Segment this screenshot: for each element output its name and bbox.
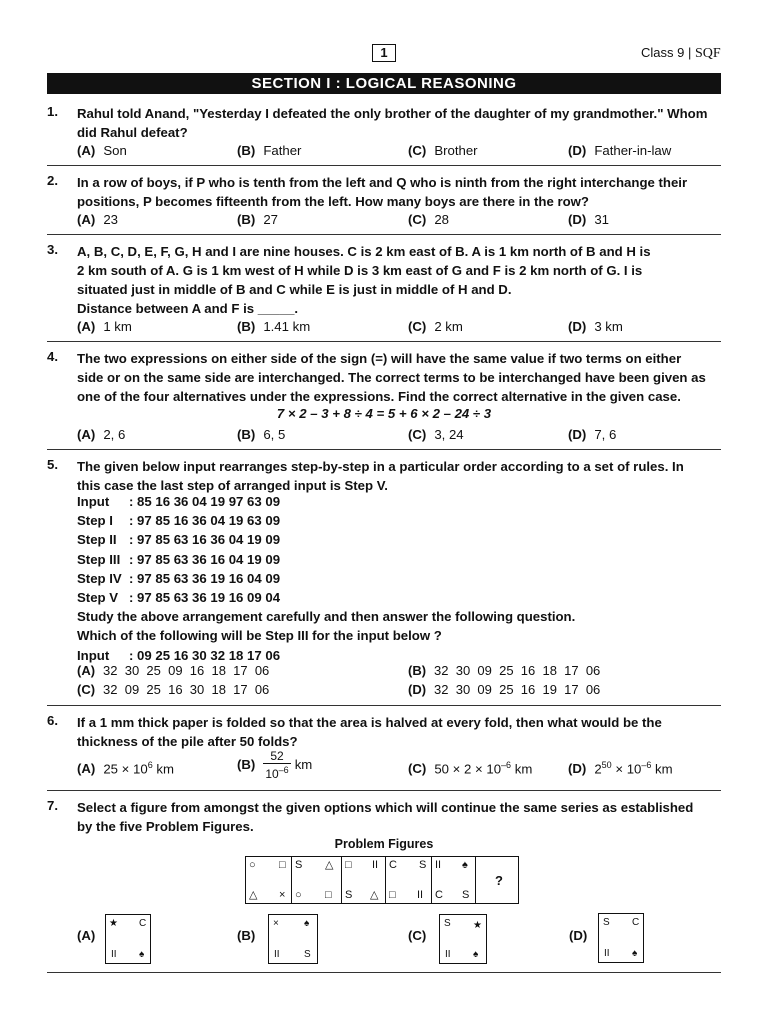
- question-line: one of the four alternatives under the expressions. Find the correct alternative in the given case.: [77, 389, 681, 404]
- option-text: 1 km: [103, 319, 132, 334]
- option-text: 6, 5: [263, 427, 286, 442]
- figure-symbol: ★: [473, 920, 482, 931]
- question-line: side or on the same side are interchanged. The correct terms to be interchanged have been given as: [77, 370, 706, 385]
- step-value: : 97 85 63 36 16 04 19 09: [129, 551, 281, 567]
- class-label: [641, 45, 721, 62]
- question-mark: ?: [495, 873, 503, 888]
- figure-symbol: ×: [279, 889, 286, 901]
- options-row: [77, 663, 722, 682]
- option-label: (B): [237, 756, 256, 772]
- option-label: (B): [408, 663, 427, 678]
- divider: [47, 234, 721, 235]
- step-list: [77, 492, 575, 665]
- figure-symbol: ♠: [462, 859, 468, 871]
- problem-figures-title: Problem Figures: [334, 837, 434, 851]
- question-text: [77, 713, 722, 751]
- option-d[interactable]: [568, 319, 623, 334]
- figure-symbol: S: [295, 859, 303, 871]
- question-line: The given below input rearranges step-by-step in a particular order according to a set of rules. In: [77, 459, 684, 474]
- option-label: (D): [568, 427, 587, 442]
- option-label: (D): [408, 682, 427, 697]
- option-label: (C): [408, 143, 427, 158]
- divider: [47, 449, 721, 450]
- step-value: : 97 85 63 16 36 04 19 09: [129, 532, 281, 548]
- answer-label-a: (A): [77, 928, 96, 943]
- divider: [47, 790, 721, 791]
- figure-symbol: ♠: [139, 949, 145, 960]
- option-text: 2, 6: [103, 427, 126, 442]
- option-text: Son: [103, 143, 127, 158]
- figure-symbol: □: [279, 859, 286, 871]
- figure-symbol: II: [372, 859, 379, 871]
- figure-symbol: C: [435, 889, 443, 901]
- divider: [47, 972, 721, 973]
- numerator: 52: [263, 750, 290, 764]
- option-text: 32 30 09 25 16 19 17 06: [434, 682, 601, 697]
- question-line: The two expressions on either side of the sign (=) will have the same value if two terms on either: [77, 351, 682, 366]
- answer-figure-a[interactable]: [105, 914, 151, 964]
- option-label: (B): [237, 143, 256, 158]
- figure-symbol: ○: [249, 859, 256, 871]
- question-line: Study the above arrangement carefully and then answer the following question.: [77, 609, 576, 625]
- option-c[interactable]: [408, 427, 464, 442]
- step-key: Step V: [77, 589, 119, 605]
- problem-figure-4: [386, 857, 432, 903]
- option-label: (A): [77, 143, 96, 158]
- option-text: 50 × 2 × 10: [434, 761, 502, 777]
- option-c[interactable]: [408, 212, 449, 227]
- step-row: [77, 511, 575, 530]
- option-label: (A): [77, 319, 96, 334]
- option-text: 7, 6: [594, 427, 617, 442]
- option-label: (C): [77, 682, 96, 697]
- option-label: (A): [77, 761, 96, 777]
- step-key: Step II: [77, 532, 117, 548]
- option-text: × 10: [611, 761, 642, 777]
- option-text: 32 30 25 09 16 18 17 06: [103, 663, 270, 678]
- option-b[interactable]: [237, 143, 301, 158]
- unit-text: km: [511, 761, 533, 777]
- figure-symbol: II: [274, 949, 280, 960]
- question-line: by the five Problem Figures.: [77, 819, 254, 834]
- step-key: Input: [77, 647, 110, 663]
- unit-text: km: [651, 761, 673, 777]
- fraction: [263, 750, 290, 781]
- step-key: Step IV: [77, 570, 122, 586]
- step-row: [77, 646, 575, 665]
- option-label: (C): [408, 427, 427, 442]
- equation: 7 × 2 – 3 + 8 ÷ 4 = 5 + 6 × 2 – 24 ÷ 3: [276, 406, 492, 421]
- question-number: 5.: [47, 457, 58, 472]
- figure-symbol: S: [462, 889, 470, 901]
- options-row: [77, 212, 722, 231]
- figure-symbol: S: [444, 918, 451, 929]
- step-row: [77, 569, 575, 588]
- step-row: [77, 588, 575, 607]
- question-line: positions, P becomes fifteenth from the left. How many boys are there in the row?: [77, 194, 589, 209]
- figure-symbol: C: [139, 918, 147, 929]
- option-text: 31: [594, 212, 609, 227]
- options-row: [77, 427, 722, 446]
- option-d[interactable]: [568, 760, 673, 776]
- option-d[interactable]: [568, 212, 609, 227]
- section-title: SECTION I : LOGICAL REASONING: [47, 73, 721, 94]
- exponent: –6: [641, 760, 652, 770]
- figure-symbol: II: [417, 889, 424, 901]
- step-value: : 09 25 16 30 32 18 17 06: [129, 647, 281, 663]
- figure-symbol: S: [419, 859, 427, 871]
- option-b[interactable]: [237, 427, 285, 442]
- figure-symbol: □: [325, 889, 332, 901]
- figure-symbol: △: [325, 859, 334, 871]
- figure-symbol: □: [345, 859, 352, 871]
- question-line: In a row of boys, if P who is tenth from the left and Q who is ninth from the right interchange their: [77, 175, 688, 190]
- option-a[interactable]: [77, 760, 174, 776]
- option-label: (C): [408, 761, 427, 777]
- exponent: 50: [601, 760, 612, 770]
- option-text: 23: [103, 212, 118, 227]
- step-key: Step I: [77, 513, 113, 529]
- question-line: If a 1 mm thick paper is folded so that the area is halved at every fold, then what would be the: [77, 715, 662, 730]
- question-number: 4.: [47, 349, 58, 364]
- figure-symbol: ★: [109, 918, 118, 929]
- figure-symbol: II: [435, 859, 442, 871]
- page-number: 1: [372, 44, 396, 62]
- problem-figure-1: [246, 857, 292, 903]
- option-label: (A): [77, 663, 96, 678]
- option-b[interactable]: [237, 750, 312, 781]
- divider: [47, 165, 721, 166]
- question-line: A, B, C, D, E, F, G, H and I are nine houses. C is 2 km east of B. A is 1 km north of B and H is: [77, 244, 651, 259]
- divider: [47, 705, 721, 706]
- step-value: : 97 85 63 36 19 16 04 09: [129, 570, 281, 586]
- answer-label-b: (B): [237, 928, 256, 943]
- figure-symbol: II: [111, 949, 117, 960]
- question-line: Distance between A and F is _____.: [77, 301, 299, 316]
- figure-symbol: C: [389, 859, 397, 871]
- option-label: (D): [568, 319, 587, 334]
- option-b[interactable]: [408, 663, 600, 678]
- page-header: [0, 42, 768, 64]
- question-number: 3.: [47, 242, 58, 257]
- option-label: (A): [77, 427, 96, 442]
- option-label: (A): [77, 212, 96, 227]
- option-text: 3 km: [594, 319, 623, 334]
- question-text: [77, 104, 722, 142]
- figure-symbol: □: [389, 889, 396, 901]
- step-row: [77, 550, 575, 569]
- option-c[interactable]: [408, 143, 478, 158]
- option-text: 3, 24: [434, 427, 464, 442]
- option-a[interactable]: [77, 143, 127, 158]
- figure-symbol: △: [249, 889, 258, 901]
- option-label: (D): [568, 143, 587, 158]
- figure-symbol: S: [603, 917, 610, 928]
- question-text: [77, 349, 722, 406]
- question-line: Rahul told Anand, "Yesterday I defeated the only brother of the daughter of my grandmother." Whom: [77, 106, 708, 121]
- answer-label-c: (C): [408, 928, 427, 943]
- question-number: 7.: [47, 798, 58, 813]
- figure-symbol: △: [370, 889, 379, 901]
- option-text: Father-in-law: [594, 143, 672, 158]
- step-key: Step III: [77, 551, 121, 567]
- figure-symbol: II: [604, 948, 610, 959]
- options-row: [77, 319, 722, 338]
- option-d[interactable]: [568, 427, 616, 442]
- question-text: [77, 242, 722, 318]
- option-label: (C): [408, 319, 427, 334]
- problem-figure-2: [292, 857, 342, 903]
- exponent: 6: [147, 760, 153, 770]
- answer-figure-c[interactable]: [439, 914, 487, 964]
- question-line: this case the last step of arranged input is Step V.: [77, 478, 388, 493]
- exponent: –6: [501, 760, 512, 770]
- option-text: 2 km: [434, 319, 463, 334]
- question-number: 6.: [47, 713, 58, 728]
- answer-figure-b[interactable]: [268, 914, 318, 964]
- option-a[interactable]: [77, 319, 132, 334]
- option-a[interactable]: [77, 427, 125, 442]
- option-b[interactable]: [237, 212, 278, 227]
- figure-symbol: C: [632, 917, 640, 928]
- option-a[interactable]: [77, 212, 118, 227]
- problem-figure-3: [342, 857, 386, 903]
- option-label: (D): [568, 761, 587, 777]
- option-d[interactable]: [408, 682, 600, 697]
- brand-logo: SQF: [694, 46, 721, 61]
- option-c[interactable]: [77, 682, 269, 697]
- denominator-base: 10: [265, 767, 279, 781]
- step-value: : 85 16 36 04 19 97 63 09: [129, 494, 281, 509]
- option-text: 2: [594, 761, 602, 777]
- option-label: (D): [568, 212, 587, 227]
- options-row: [77, 749, 722, 781]
- option-label: (B): [237, 319, 256, 334]
- question-line: situated just in middle of B and C while E is just in middle of H and D.: [77, 282, 512, 297]
- option-text: 28: [434, 212, 449, 227]
- exponent: –6: [278, 765, 289, 775]
- problem-figure-5: [432, 857, 476, 903]
- figure-symbol: ♠: [304, 918, 310, 929]
- option-label: (C): [408, 212, 427, 227]
- unit-text: km: [152, 761, 174, 777]
- divider: [47, 341, 721, 342]
- options-row: [77, 682, 722, 701]
- question-line: did Rahul defeat?: [77, 125, 188, 140]
- question-text: [77, 798, 722, 836]
- option-label: (B): [237, 212, 256, 227]
- question-line: thickness of the pile after 50 folds?: [77, 734, 298, 749]
- option-text: 1.41 km: [263, 319, 311, 334]
- options-row: [77, 143, 722, 162]
- option-c[interactable]: [408, 760, 532, 776]
- figure-symbol: S: [304, 949, 311, 960]
- answer-label-d: (D): [569, 928, 588, 943]
- option-d[interactable]: [568, 143, 671, 158]
- option-b[interactable]: [237, 319, 310, 334]
- question-line: Select a figure from amongst the given options which will continue the same series as established: [77, 800, 694, 815]
- step-row: [77, 492, 575, 511]
- unit-text: km: [294, 756, 313, 772]
- option-text: 25 × 10: [103, 761, 148, 777]
- figure-symbol: S: [345, 889, 353, 901]
- step-value: : 97 85 63 36 19 16 09 04: [129, 589, 281, 605]
- figure-symbol: ×: [273, 918, 279, 929]
- class-text: Class 9 |: [641, 45, 692, 60]
- question-text: [77, 173, 722, 211]
- figure-symbol: ♠: [632, 948, 638, 959]
- question-line: 2 km south of A. G is 1 km west of H while D is 3 km east of G and F is 2 km north of G. I is: [77, 263, 643, 278]
- option-text: Father: [263, 143, 302, 158]
- figure-symbol: ♠: [473, 949, 479, 960]
- figure-symbol: ○: [295, 889, 302, 901]
- step-key: Input: [77, 494, 110, 509]
- problem-figures: [245, 856, 519, 904]
- question-number: 2.: [47, 173, 58, 188]
- step-row: [77, 530, 575, 549]
- question-line: Which of the following will be Step III for the input below ?: [77, 628, 442, 644]
- step-value: : 97 85 16 36 04 19 63 09: [129, 513, 281, 529]
- answer-figure-d[interactable]: [598, 913, 644, 963]
- denominator: [263, 764, 290, 781]
- option-a[interactable]: [77, 663, 269, 678]
- figure-symbol: II: [445, 949, 451, 960]
- option-text: 32 09 25 16 30 18 17 06: [103, 682, 270, 697]
- option-text: Brother: [434, 143, 478, 158]
- option-text: 32 30 09 25 16 18 17 06: [434, 663, 601, 678]
- question-number: 1.: [47, 104, 58, 119]
- option-text: 27: [263, 212, 278, 227]
- option-c[interactable]: [408, 319, 463, 334]
- question-text: [77, 457, 722, 495]
- option-label: (B): [237, 427, 256, 442]
